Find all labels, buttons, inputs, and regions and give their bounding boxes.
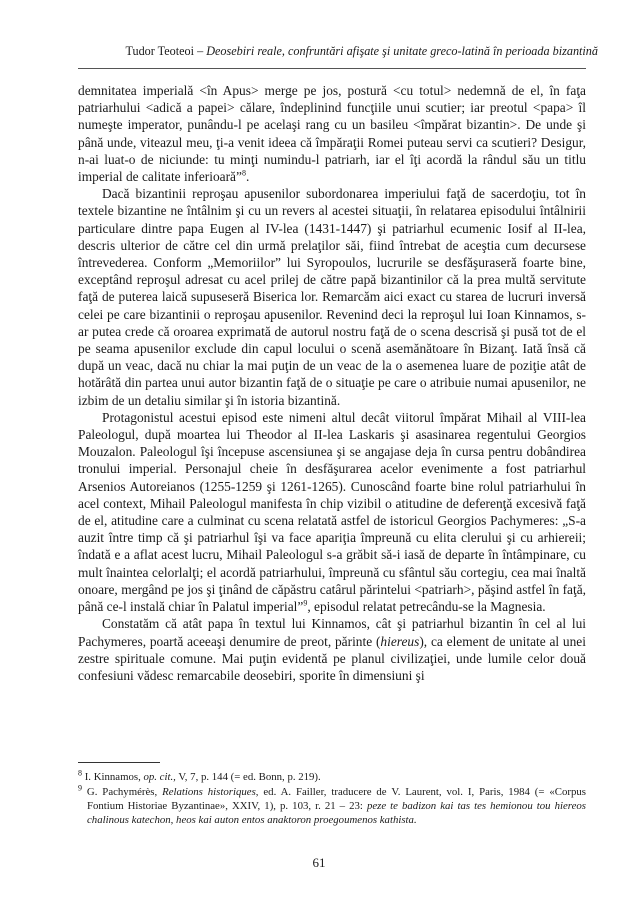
footnote-number: 9: [78, 783, 82, 793]
body-text: [78, 82, 586, 684]
paragraph-2: Dacă bizantinii reproşau apusenilor subordonarea imperiului faţă de sacerdoţiu, tot în textele bizantine ne întâlnim şi cu un revers al acestei situaţii, în relatarea episodului întâlnirii particulare dintre papa Eugen al IV-lea (1431-1447) şi patriarhul ecumenic Iosif al II-lea, descris ulterior de către cel din urmă prelaţilor săi, fiind întrebat de aceştia cum decursese întrevederea. Conform „Memoriilor” lui Syropoulos, lucrurile se desfăşuraseră foarte bine, exceptând reproşul adresat cu acel prilej de către papă bizantinilor că la prea multă servitute faţă de puterea laică supuseseră Biserica lor. Remarcăm aici exact cu starea de lucruri inversă celei pe care bizantinii o reproşau apusenilor. Revenind deci la reproşul lui Ioan Kinnamos, s-ar putea crede că oroarea exprimată de autorul nostru faţă de o scena descrisă şi pusă tot de el pe seama apusenilor exclude din capul locului o scenă asemănătoare în Bizanţ. Iată însă că după un veac, dacă nu chiar la mai puţin de un veac de la o asemenea luare de poziţie atât de hotărâtă din partea unui autor bizantin faţă de o situaţie pe care o atribuie numai apusenilor, ne izbim de un detaliu similar şi în istoria bizantină.: [78, 186, 586, 408]
footnote-8: $^8$ I. Kinnamos, op. cit., V, 7, p. 144 (= ed. Bonn, p. 219).: [78, 768, 321, 783]
footnote-ref-8[interactable]: 8: [241, 168, 246, 178]
footnote-number: 8: [78, 768, 82, 778]
header-rule: [78, 68, 586, 69]
footnote-rule: [78, 762, 160, 763]
header-author: Tudor Teoteoi: [125, 44, 195, 58]
footnote-9: $^9$ G. Pachymérès, Relations historiques, ed. A. Failler, traducere de V. Laurent, vol. I, Paris, 1984 (= «Corpus Fontium Historiae Byzantinae», XXIV, 1), p. 103, r. 21 – 23: peze te badizon kai tas tes hemionou tou hiereos chalinous katechon, heos kai auton entos anaktoron proegoumenos kathista.: [78, 783, 586, 826]
running-header: [38, 44, 598, 59]
greek-term: hiereus: [380, 633, 420, 649]
footnotes: [78, 770, 586, 828]
footnote-ref-9[interactable]: 9: [303, 598, 308, 608]
paragraph-3: Protagonistul acestui episod este nimeni altul decât viitorul împărat Mihail al VIII-lea Paleologul, după moartea lui Theodor al II-lea Laskaris şi asasinarea regentului Georgios Mouzalon. Paleologul îşi începuse ascensiunea şi se angajase deja în cursa pentru dobândirea tronului imperial. Personajul cheie în desfăşurarea acelor evenimente a fost patriarhul Arsenios Autoreianos (1255-1259 şi 1261-1265). Cunoscând foarte bine rolul patriarhului în acel context, Mihail Paleologul manifesta în chip vizibil o atitudine de deferenţă excesivă faţă de el, atitudine care a culminat cu scena relatată astfel de istoricul Georgios Pachymeres: „S-a auzit între timp că şi patriarhul îşi va face apariţia împreună cu elita clerului şi cu arhiereii; îndată e a aflat acest lucru, Mihail Paleologul s-a grăbit să-i iasă de departe în întâmpinare, cu mult înaintea celorlalţi; el acordă patriarhului, împreună cu sfântul său cortegiu, cea mai înaltă onoare, mergând pe jos şi ţinând de căpăstru catârul părintelui <patriarh>, păşind astfel în faţă, până ce-l instală chiar în Palatul imperial”$^9$, episodul relatat petrecându-se la Magnesia.: [78, 409, 586, 615]
header-separator: –: [194, 44, 207, 58]
paragraph-1: demnitatea imperială <în Apus> merge pe jos, postură <cu totul> nedemnă de el, în faţa patriarhului <adică a papei> călare, îndeplinind funcţiile unui scutier; iar preotul <papa> îl numeşte imperator, punându-l pe acelaşi rang cu un basileu <împărat bizantin>. De unde şi până unde, viteazul meu, ţi-a venit ideea că împăraţii Romei puteau servi ca scutieri? Desigur, n-ai luat-o de niciunde: tu minţi numindu-l patriarh, iar el îţi acordă la rândul său un titlu imperial de calitate inferioară”$^8$.: [78, 83, 586, 185]
paragraph-4: Constatăm că atât papa în textul lui Kinnamos, cât şi patriarhul bizantin în cel al lui Pachymeres, poartă aceeaşi denumire de preot, părinte (hiereus), ca element de unitate al unei zestre spirituale comune. Mai puţin evidentă pe planul civilizaţiei, unde lumile celor două confesiuni vădesc remarcabile deosebiri, sporite în dimensiuni şi: [78, 616, 586, 683]
header-title: Deosebiri reale, confruntări afişate şi unitate greco-latină în perioada bizantină: [206, 44, 598, 58]
page-number: 61: [312, 855, 326, 870]
